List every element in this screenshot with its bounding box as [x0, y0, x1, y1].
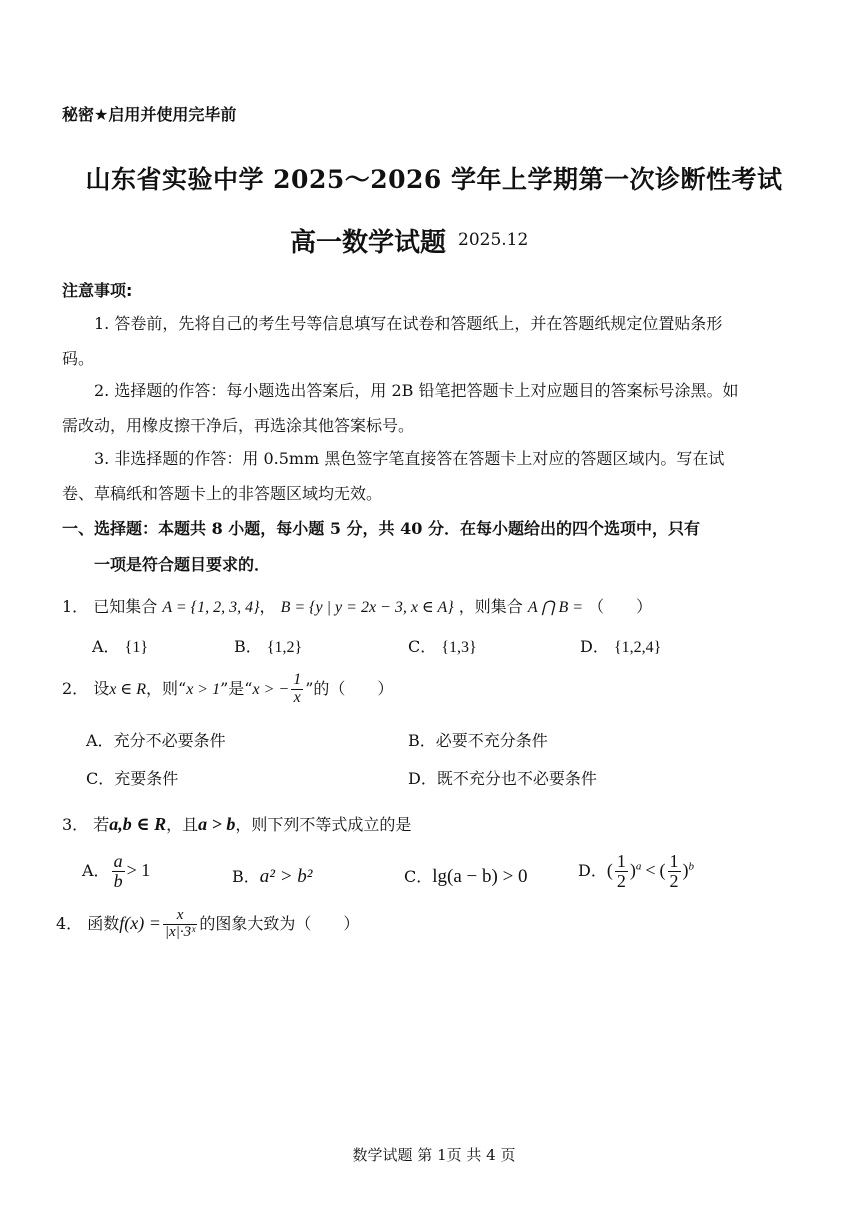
option-label: C．: [86, 769, 115, 788]
fraction-numerator: 1: [293, 671, 302, 688]
condition: x ∈ R: [109, 680, 147, 698]
option-expr: a² > b²: [259, 866, 313, 887]
question-text: ，则集合: [458, 597, 523, 616]
question-1: [62, 594, 652, 617]
fraction-numerator: 1: [616, 851, 626, 871]
section-heading: 一、选择题：本题共 8 小题，每小题 5 分，共 40 分．在每小题给出的四个选项中，只有: [62, 519, 700, 538]
q3-option-b: [232, 864, 312, 888]
condition-1: x > 1: [186, 680, 221, 698]
fraction-denominator: 2: [616, 870, 626, 891]
question-2: [62, 672, 393, 707]
option-label: D．: [578, 860, 607, 880]
option-value: {1,3}: [441, 639, 477, 656]
option-value: 充分不必要条件: [113, 731, 226, 750]
q2-option-a: [86, 728, 226, 751]
q3-option-c: [404, 864, 528, 888]
q1-option-a: [92, 634, 148, 657]
option-label: A．: [82, 860, 110, 880]
question-text: 已知集合: [93, 597, 158, 616]
notice-heading: 注意事项:: [62, 281, 133, 300]
q2-option-c: [86, 766, 178, 789]
fraction-numerator: a: [113, 851, 123, 871]
section-heading-cont: 一项是符合题目要求的．: [94, 555, 271, 574]
question-text: ，则“: [146, 678, 187, 698]
fraction-denominator: b: [113, 870, 123, 891]
function-name: f(x) =: [119, 912, 161, 933]
fraction-numerator: 1: [669, 851, 679, 871]
question-text: 的图象大致为（ ）: [199, 913, 360, 933]
confidential-label: 秘密★启用并使用完毕前: [62, 105, 237, 124]
option-label: C．: [408, 637, 437, 656]
exam-date: 2025.12: [458, 230, 529, 250]
question-number: 4．: [56, 913, 83, 933]
option-label: B．: [408, 731, 436, 750]
fraction: [163, 908, 197, 941]
q1-option-c: [408, 634, 477, 657]
variables: a,b ∈ R: [109, 814, 167, 834]
q3-option-d: D．( $\frac{1}{2}$ )$^a$ < ( $\frac{1}{2}$ )$^b$: [578, 851, 694, 891]
question-number: 1．: [62, 597, 89, 616]
option-value: 必要不充分条件: [435, 731, 548, 750]
option-expr: <: [645, 859, 656, 880]
condition-2: x > −: [252, 680, 290, 698]
question-4: [56, 908, 359, 941]
q1-option-b: [234, 634, 302, 657]
fraction-denominator: 2: [669, 870, 679, 891]
fraction: [615, 852, 628, 891]
q3-option-a: [82, 852, 150, 891]
answer-paren: （ ）: [588, 597, 653, 616]
notice-item: 3. 非选择题的作答：用 0.5mm 黑色签字笔直接答在答题卡上对应的答题区域内。写在试卷、草稿纸和答题卡上的非答题区域均无效。: [62, 449, 725, 503]
question-3: [62, 812, 411, 835]
notice-item: 1. 答卷前，先将自己的考生号等信息填写在试卷和答题纸上，并在答题纸规定位置贴条形码。: [62, 314, 723, 368]
option-value: 既不充分也不必要条件: [436, 769, 597, 788]
option-label: B．: [232, 867, 260, 886]
exponent: a: [635, 860, 642, 873]
fraction: [668, 852, 681, 891]
question-text: ，且: [166, 815, 199, 834]
page-footer: 数学试题 第 1页 共 4 页: [352, 1146, 516, 1164]
q1-option-d: [580, 634, 661, 657]
option-label: B．: [234, 637, 262, 656]
q2-option-b: [408, 728, 548, 751]
notice-item: 2. 选择题的作答：每小题选出答案后，用 2B 铅笔把答题卡上对应题目的答案标号涂黑。如需改动，用橡皮擦干净后，再选涂其他答案标号。: [62, 381, 739, 435]
exam-subtitle: 高一数学试题: [290, 228, 447, 258]
set-b: B = {y | y = 2x − 3, x ∈ A}: [280, 599, 454, 616]
option-label: D．: [580, 637, 609, 656]
fraction: [112, 852, 125, 891]
option-expr: > 1: [126, 859, 151, 880]
option-value: {1,2,4}: [613, 639, 662, 656]
question-number: 3．: [62, 815, 89, 834]
option-value: 充要条件: [114, 769, 179, 788]
exponent: b: [688, 860, 694, 873]
fraction-denominator: |x|·3ˣ: [164, 923, 196, 940]
intersection-expr: A ⋂ B =: [527, 599, 584, 616]
option-label: A．: [86, 731, 114, 750]
q2-option-d: [408, 766, 597, 789]
question-text: 设: [93, 678, 110, 698]
option-expr: lg(a − b) > 0: [432, 866, 528, 887]
exam-title: 山东省实验中学 2025～2026 学年上学期第一次诊断性考试: [85, 165, 783, 194]
question-number: 2．: [62, 678, 89, 698]
question-text: 函数: [87, 913, 120, 933]
question-text: 若: [93, 815, 110, 834]
option-value: {1,2}: [266, 639, 303, 656]
set-a: A = {1, 2, 3, 4}: [162, 599, 260, 616]
option-label: A．: [92, 637, 120, 656]
fraction: [291, 672, 303, 707]
option-value: {1}: [124, 639, 149, 656]
option-label: D．: [408, 769, 437, 788]
question-text: ，则下列不等式成立的是: [235, 815, 412, 834]
fraction-denominator: x: [293, 688, 301, 706]
inequality: a > b: [198, 814, 236, 834]
option-label: C．: [404, 867, 433, 886]
question-text: ”是“: [220, 678, 253, 698]
fraction-numerator: x: [163, 908, 197, 925]
comma: ，: [259, 597, 276, 616]
question-text: ”的（ ）: [305, 678, 394, 698]
